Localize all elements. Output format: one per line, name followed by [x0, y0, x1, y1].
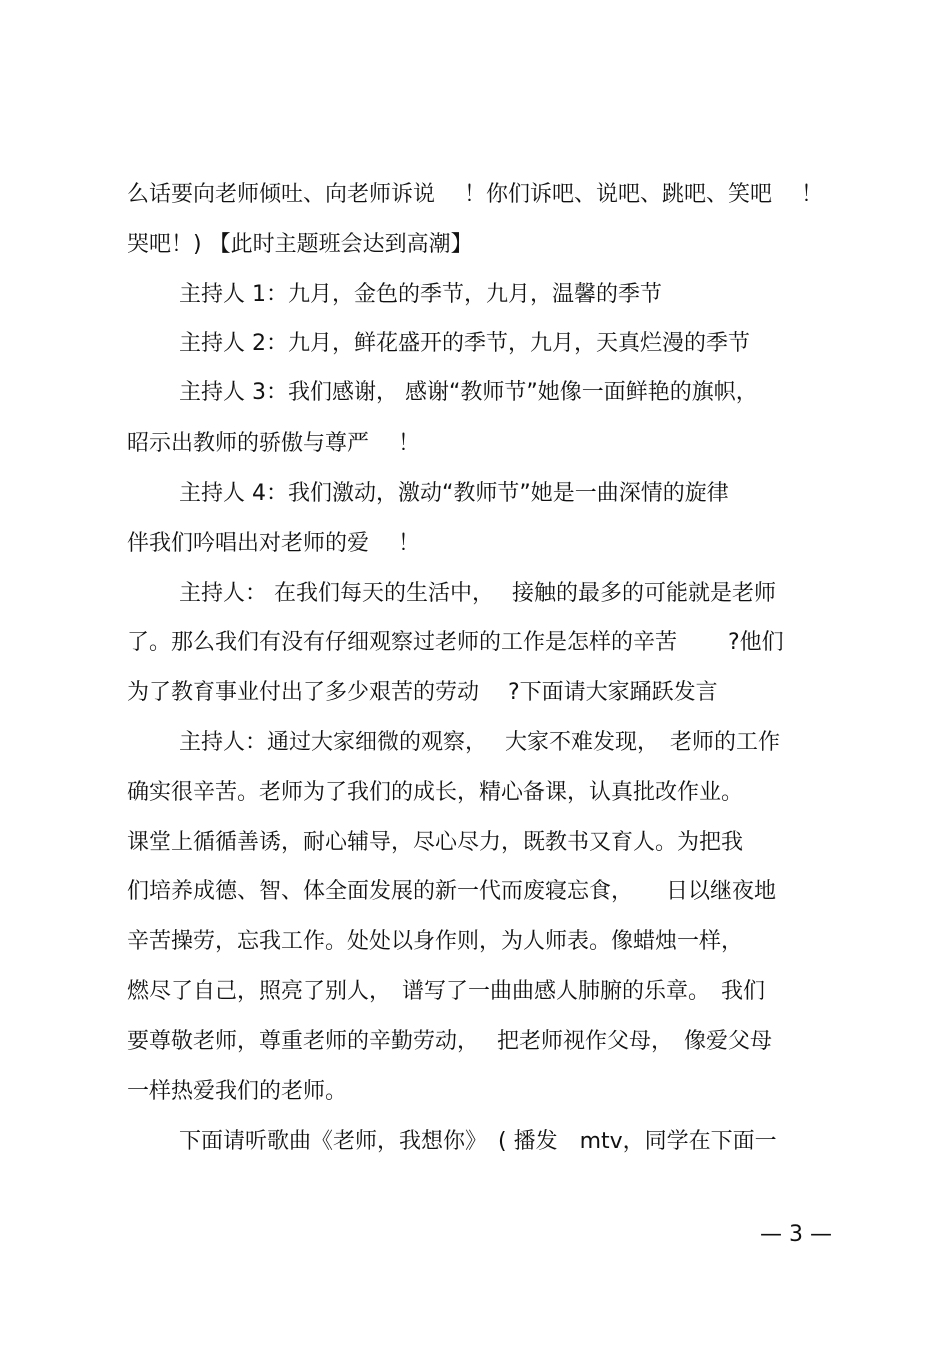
text-line-3: 主持人 1：九月，金色的季节，九月，温馨的季节	[179, 282, 662, 307]
text-line-2: 哭吧！) 【此时主题班会达到高潮】	[127, 232, 473, 257]
text-line-19: 一样热爱我们的老师。	[127, 1079, 348, 1104]
text-line-14: 课堂上循循善诱，耐心辅导，尽心尽力，既教书又育人。为把我	[127, 830, 744, 855]
page-number: — 3 —	[760, 1222, 832, 1247]
text-line-5: 主持人 3：我们感谢， 感谢“教师节”她像一面鲜艳的旗帜，	[179, 380, 758, 405]
text-line-17: 燃尽了自己，照亮了别人， 谱写了一曲曲感人肺腑的乐章。 我们	[127, 979, 766, 1004]
text-line-8: 伴我们吟唱出对老师的爱 ！	[127, 531, 420, 556]
text-line-9: 主持人： 在我们每天的生活中， 接触的最多的可能就是老师	[179, 581, 776, 606]
text-line-16: 辛苦操劳，忘我工作。处处以身作则，为人师表。像蜡烛一样，	[127, 929, 744, 954]
text-line-10: 了。那么我们有没有仔细观察过老师的工作是怎样的辛苦 ?他们	[127, 630, 784, 655]
text-line-12: 主持人：通过大家细微的观察， 大家不难发现， 老师的工作	[179, 730, 780, 755]
text-line-4: 主持人 2：九月，鲜花盛开的季节，九月，天真烂漫的季节	[179, 331, 750, 356]
text-line-13: 确实很辛苦。老师为了我们的成长，精心备课，认真批改作业。	[127, 780, 744, 805]
text-line-7: 主持人 4：我们激动，激动“教师节”她是一曲深情的旋律	[179, 481, 729, 506]
text-line-20: 下面请听歌曲《老师，我想你》 ( 播发 mtv，同学在下面一	[179, 1129, 777, 1154]
text-line-1: 么话要向老师倾吐、向老师诉说 ！你们诉吧、说吧、跳吧、笑吧 ！	[127, 182, 823, 207]
text-line-18: 要尊敬老师，尊重老师的辛勤劳动， 把老师视作父母， 像爱父母	[127, 1029, 772, 1054]
text-line-6: 昭示出教师的骄傲与尊严 ！	[127, 431, 420, 456]
text-line-15: 们培养成德、智、体全面发展的新一代而废寝忘食， 日以继夜地	[127, 879, 777, 904]
text-line-11: 为了教育事业付出了多少艰苦的劳动 ?下面请大家踊跃发言	[127, 680, 718, 705]
